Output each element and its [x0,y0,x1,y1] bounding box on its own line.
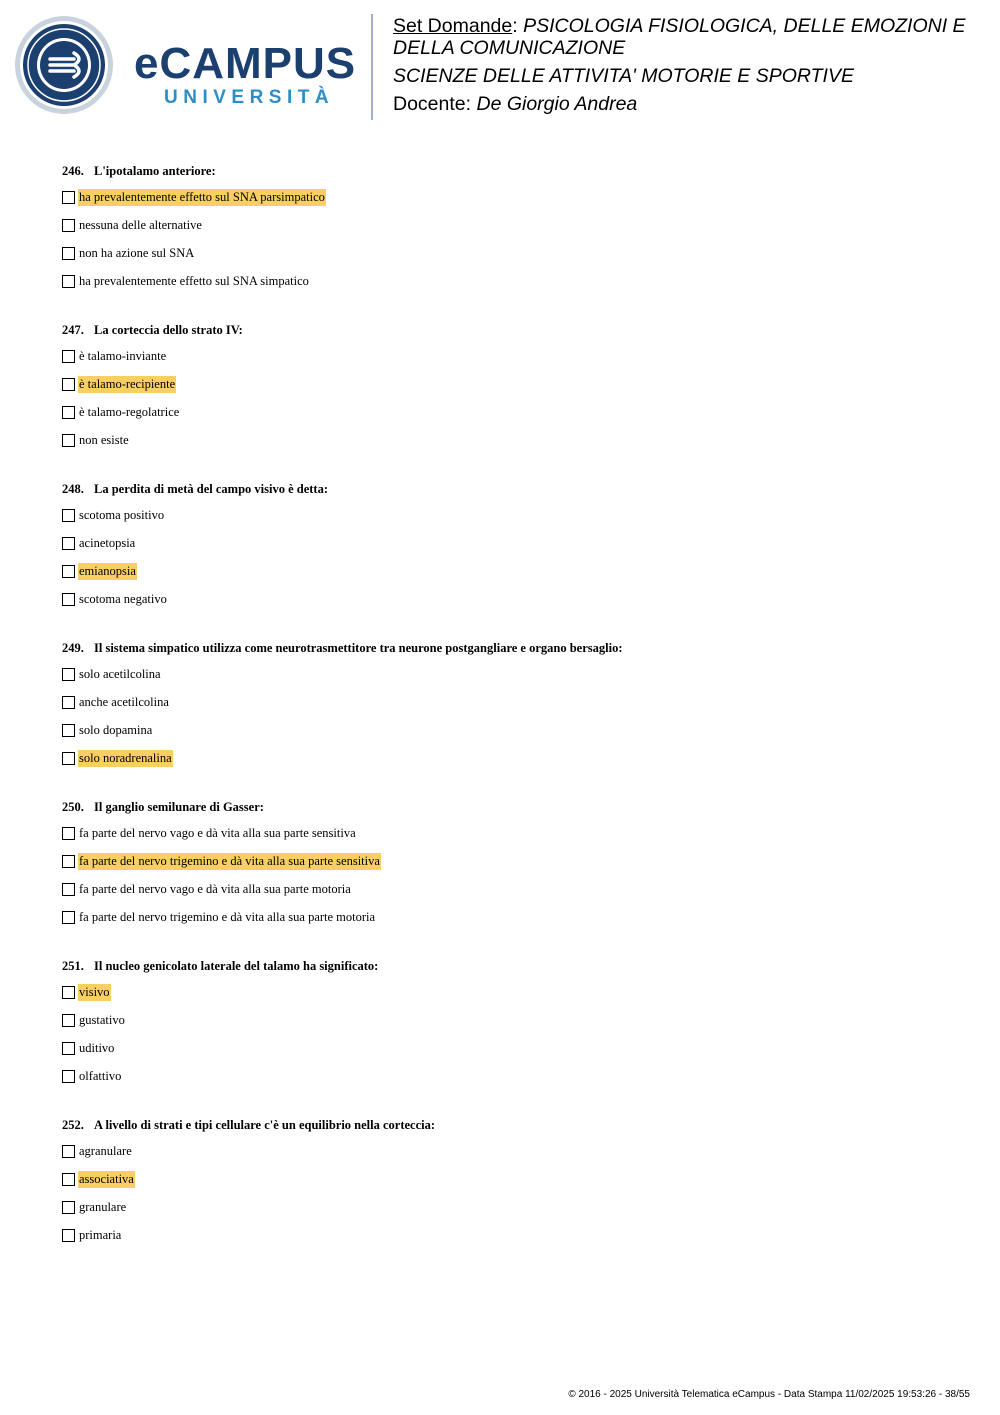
question-title [62,957,962,975]
answer-checkbox[interactable] [62,1042,75,1055]
question-title [62,162,962,180]
answer-option[interactable] [62,666,962,694]
degree-title: SCIENZE DELLE ATTIVITA' MOTORIE E SPORTIVE [393,65,854,87]
answer-option[interactable] [62,1171,962,1199]
answer-text: non esiste [79,433,129,447]
answer-text-highlighted: fa parte del nervo trigemino e dà vita alla sua parte sensitiva [79,854,380,868]
answer-option[interactable] [62,1143,962,1171]
question-number: 246. [62,164,84,178]
answer-option[interactable] [62,348,962,376]
answer-checkbox[interactable] [62,1229,75,1242]
answer-checkbox[interactable] [62,668,75,681]
set-label: Set Domande [393,15,513,37]
answer-option[interactable] [62,432,962,460]
question-text: Il sistema simpatico utilizza come neurotrasmettitore tra neurone postgangliare e organo bersaglio: [94,641,623,655]
answer-text: non ha azione sul SNA [79,246,195,260]
answer-checkbox[interactable] [62,827,75,840]
answer-option[interactable] [62,853,962,881]
question-text: La corteccia dello strato IV: [94,323,243,337]
teacher-line [393,93,983,115]
answer-checkbox[interactable] [62,219,75,232]
answer-text: solo acetilcolina [79,667,161,681]
question-block [62,957,962,1096]
answer-text: scotoma negativo [79,592,167,606]
answer-option[interactable] [62,217,962,245]
answer-checkbox[interactable] [62,752,75,765]
answer-checkbox[interactable] [62,191,75,204]
question-block [62,798,962,937]
answer-text-highlighted: è talamo-recipiente [79,377,176,391]
answer-option[interactable] [62,909,962,937]
answer-text: granulare [79,1200,127,1214]
answer-option[interactable] [62,507,962,535]
answer-checkbox[interactable] [62,275,75,288]
answer-option[interactable] [62,591,962,619]
answer-text-highlighted: ha prevalentemente effetto sul SNA parsimpatico [79,190,325,204]
question-title [62,798,962,816]
answer-checkbox[interactable] [62,883,75,896]
answer-checkbox[interactable] [62,537,75,550]
question-block [62,1116,962,1255]
question-title [62,480,962,498]
answer-option[interactable] [62,722,962,750]
answer-checkbox[interactable] [62,911,75,924]
answer-checkbox[interactable] [62,434,75,447]
teacher-name: De Giorgio Andrea [476,93,638,115]
answer-option[interactable] [62,189,962,217]
answer-text: scotoma positivo [79,508,165,522]
answer-checkbox[interactable] [62,724,75,737]
answer-checkbox[interactable] [62,986,75,999]
answer-text: uditivo [79,1041,115,1055]
answer-text: fa parte del nervo vago e dà vita alla sua parte motoria [79,882,351,896]
answer-option[interactable] [62,1068,962,1096]
header-divider [371,14,373,120]
answer-checkbox[interactable] [62,1070,75,1083]
answer-text: ha prevalentemente effetto sul SNA simpatico [79,274,309,288]
question-title [62,321,962,339]
teacher-label: Docente: [393,93,472,115]
answer-checkbox[interactable] [62,350,75,363]
question-text: La perdita di metà del campo visivo è detta: [94,482,329,496]
answer-option[interactable] [62,694,962,722]
header-info [393,15,983,115]
answer-text: agranulare [79,1144,132,1158]
question-title [62,1116,962,1134]
answer-checkbox[interactable] [62,509,75,522]
answer-text: olfattivo [79,1069,122,1083]
answer-option[interactable] [62,984,962,1012]
ecampus-wordmark [134,39,357,109]
answer-checkbox[interactable] [62,1145,75,1158]
answer-option[interactable] [62,273,962,301]
question-number: 249. [62,641,84,655]
degree-line [393,65,983,87]
question-block [62,162,962,301]
course-title: PSICOLOGIA FISIOLOGICA, DELLE EMOZIONI E DELLA COMUNICAZIONE [393,15,966,59]
answer-text-highlighted: associativa [79,1172,134,1186]
question-text: Il ganglio semilunare di Gasser: [94,800,264,814]
answer-checkbox[interactable] [62,406,75,419]
ecampus-seal-logo [14,15,114,115]
answer-option[interactable] [62,1199,962,1227]
answer-checkbox[interactable] [62,1201,75,1214]
answer-checkbox[interactable] [62,247,75,260]
question-number: 248. [62,482,84,496]
answer-option[interactable] [62,825,962,853]
answer-option[interactable] [62,881,962,909]
answer-option[interactable] [62,376,962,404]
logo-subtext: UNIVERSITÀ [164,87,335,108]
answer-checkbox[interactable] [62,378,75,391]
question-block [62,321,962,460]
answer-text: gustativo [79,1013,125,1027]
answer-text: fa parte del nervo trigemino e dà vita alla sua parte motoria [79,910,376,924]
question-title [62,639,962,657]
answer-text: nessuna delle alternative [79,218,202,232]
answer-option[interactable] [62,1012,962,1040]
answer-option[interactable] [62,535,962,563]
answer-checkbox[interactable] [62,1173,75,1186]
question-text: Il nucleo genicolato laterale del talamo ha significato: [94,959,379,973]
question-number: 250. [62,800,84,814]
question-list [62,162,962,1275]
question-number: 247. [62,323,84,337]
answer-text-highlighted: emianopsia [79,564,136,578]
answer-option[interactable] [62,404,962,432]
question-number: 252. [62,1118,84,1132]
answer-checkbox[interactable] [62,593,75,606]
answer-text-highlighted: solo noradrenalina [79,751,172,765]
page-header [0,0,1000,130]
answer-checkbox[interactable] [62,565,75,578]
question-text: L'ipotalamo anteriore: [94,164,216,178]
answer-text: fa parte del nervo vago e dà vita alla sua parte sensitiva [79,826,356,840]
question-block [62,639,962,778]
answer-text: anche acetilcolina [79,695,169,709]
logo-text: eCAMPUS [134,39,357,88]
answer-option[interactable] [62,245,962,273]
question-block [62,480,962,619]
answer-option[interactable] [62,750,962,778]
question-text: A livello di strati e tipi cellulare c'è un equilibrio nella corteccia: [94,1118,436,1132]
answer-text: solo dopamina [79,723,153,737]
answer-text: è talamo-inviante [79,349,167,363]
answer-option[interactable] [62,1227,962,1255]
answer-option[interactable] [62,563,962,591]
answer-checkbox[interactable] [62,696,75,709]
page-footer: © 2016 - 2025 Università Telematica eCampus - Data Stampa 11/02/2025 19:53:26 - 38/55 [568,1389,970,1400]
answer-text: primaria [79,1228,122,1242]
answer-text: è talamo-regolatrice [79,405,180,419]
answer-checkbox[interactable] [62,855,75,868]
question-number: 251. [62,959,84,973]
answer-checkbox[interactable] [62,1014,75,1027]
answer-text-highlighted: visivo [79,985,110,999]
answer-text: acinetopsia [79,536,136,550]
course-line: Set Domande: PSICOLOGIA FISIOLOGICA, DELLE EMOZIONI E DELLA COMUNICAZIONE [393,15,966,59]
answer-option[interactable] [62,1040,962,1068]
